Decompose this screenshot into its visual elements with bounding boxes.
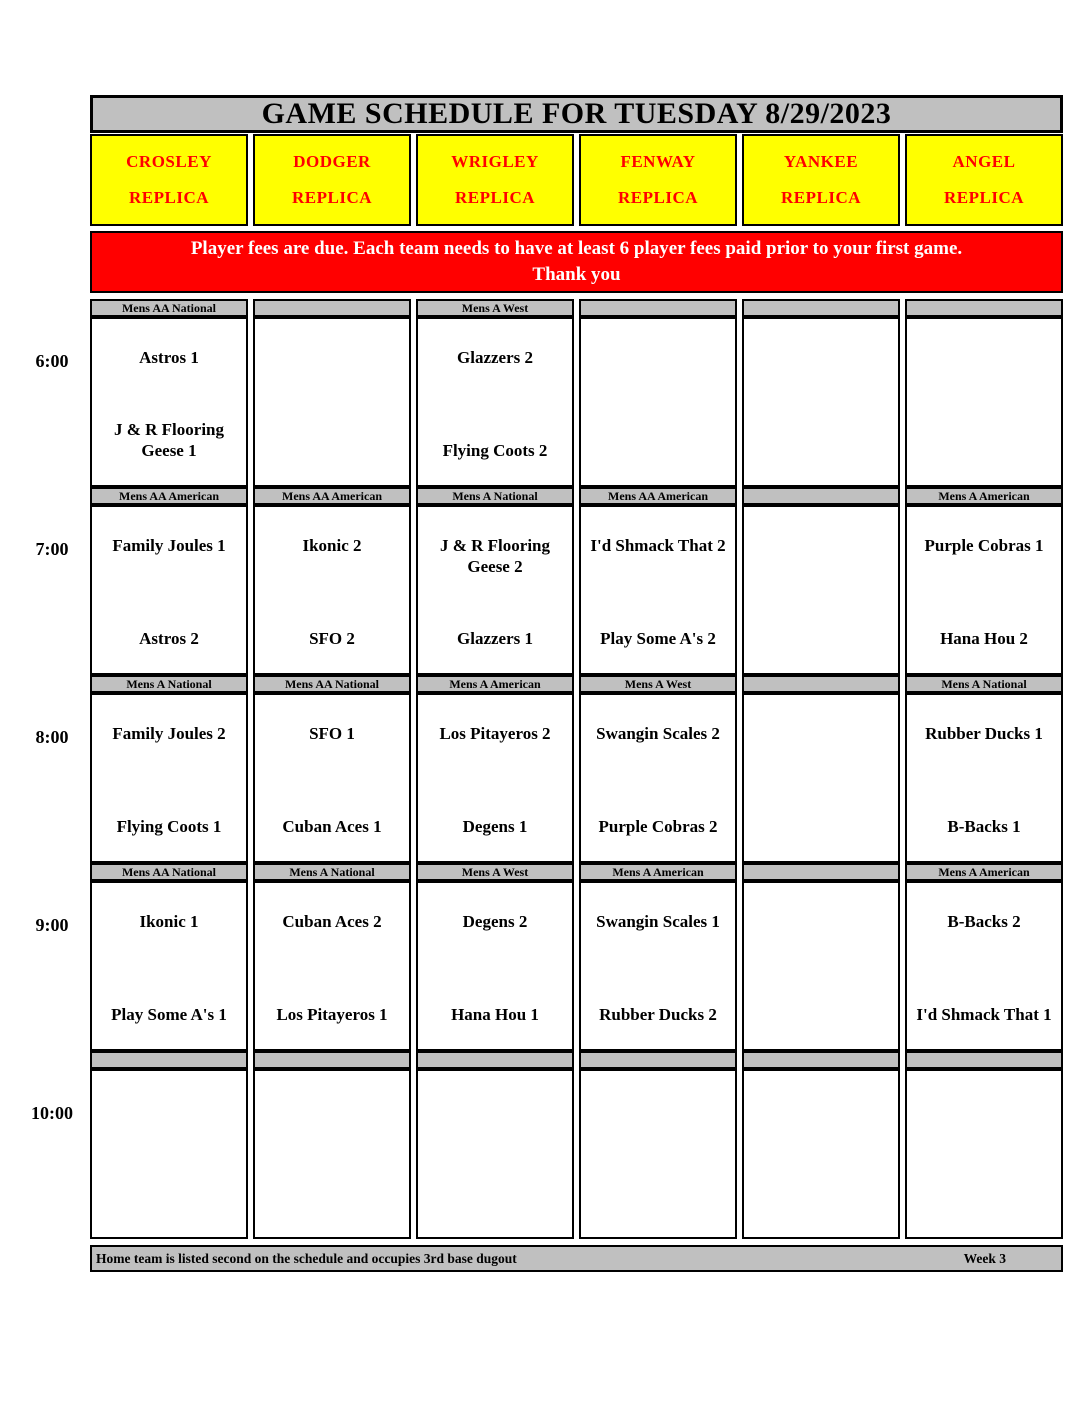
venue-name: YANKEE xyxy=(783,152,859,171)
venue-sub: REPLICA xyxy=(617,188,698,207)
division-cell: Mens A West xyxy=(416,299,574,317)
division-cell xyxy=(579,299,737,317)
home-team: Cuban Aces 1 xyxy=(282,816,382,836)
home-team-note: Home team is listed second on the schedule and occupies 3rd base dugout xyxy=(96,1250,517,1266)
games-row xyxy=(90,1069,1063,1239)
games-row xyxy=(90,317,1063,487)
division-cell: Mens AA National xyxy=(253,675,411,693)
game-cell xyxy=(253,505,411,675)
game-cell xyxy=(253,881,411,1051)
time-label: 9:00 xyxy=(35,915,69,935)
home-team: Los Pitayeros 1 xyxy=(276,1004,388,1024)
venue-name: ANGEL xyxy=(952,152,1016,171)
division-cell: Mens A National xyxy=(90,675,248,693)
game-cell xyxy=(90,1069,248,1239)
time-label: 7:00 xyxy=(35,539,69,559)
game-cell xyxy=(90,317,248,487)
division-row xyxy=(90,863,1063,881)
game-cell xyxy=(416,505,574,675)
division-cell: Mens A West xyxy=(416,863,574,881)
division-cell xyxy=(253,1051,411,1069)
division-cell xyxy=(905,1051,1063,1069)
game-cell xyxy=(579,317,737,487)
venue-name: CROSLEY xyxy=(126,152,212,171)
venue-sub: REPLICA xyxy=(291,188,372,207)
division-cell: Mens AA National xyxy=(90,299,248,317)
away-team: Ikonic 1 xyxy=(139,912,199,931)
away-team: B-Backs 2 xyxy=(947,912,1021,931)
game-cell xyxy=(905,1069,1063,1239)
game-cell xyxy=(90,881,248,1051)
division-row xyxy=(90,487,1063,505)
game-cell xyxy=(579,505,737,675)
game-cell xyxy=(579,693,737,863)
home-team: Hana Hou 2 xyxy=(940,628,1028,648)
game-cell xyxy=(253,693,411,863)
game-cell xyxy=(579,1069,737,1239)
banner-line2: Thank you xyxy=(532,264,621,285)
game-cell xyxy=(253,317,411,487)
game-cell xyxy=(416,1069,574,1239)
division-cell: Mens A American xyxy=(416,675,574,693)
home-team: B-Backs 1 xyxy=(947,816,1021,836)
venue-header-wrigley xyxy=(416,134,574,226)
away-team: Astros 1 xyxy=(139,348,199,367)
division-cell xyxy=(905,299,1063,317)
home-team: Flying Coots 1 xyxy=(116,816,222,836)
division-cell: Mens AA National xyxy=(90,863,248,881)
game-cell xyxy=(905,881,1063,1051)
home-team: Degens 1 xyxy=(462,816,528,836)
venue-name: DODGER xyxy=(293,152,371,171)
away-team: Swangin Scales 1 xyxy=(596,912,720,931)
division-row xyxy=(90,1051,1063,1069)
division-cell xyxy=(742,863,900,881)
game-cell xyxy=(90,505,248,675)
home-team: Play Some A's 2 xyxy=(600,628,716,648)
game-cell xyxy=(742,881,900,1051)
away-team: Los Pitayeros 2 xyxy=(439,724,551,743)
game-cell xyxy=(742,505,900,675)
away-team: Cuban Aces 2 xyxy=(282,912,382,931)
home-team: Purple Cobras 2 xyxy=(598,816,718,836)
game-cell xyxy=(253,1069,411,1239)
home-team: Glazzers 1 xyxy=(457,628,533,648)
time-label: 6:00 xyxy=(35,351,69,371)
game-cell xyxy=(416,881,574,1051)
time-slot-900 xyxy=(90,863,1063,1051)
away-team: Ikonic 2 xyxy=(302,536,362,555)
home-team: J & R Flooring Geese 1 xyxy=(113,419,225,460)
home-team: Flying Coots 2 xyxy=(442,440,548,460)
time-label: 8:00 xyxy=(35,727,69,747)
home-team: I'd Shmack That 1 xyxy=(916,1004,1052,1024)
division-row xyxy=(90,299,1063,317)
venue-sub: REPLICA xyxy=(128,188,209,207)
time-slot-600 xyxy=(90,299,1063,487)
division-cell xyxy=(742,675,900,693)
division-cell: Mens AA American xyxy=(579,487,737,505)
banner-line1: Player fees are due. Each team needs to have at least 6 player fees paid prior to your first game. xyxy=(190,238,963,260)
division-cell xyxy=(90,1051,248,1069)
schedule-sheet xyxy=(90,95,1063,1272)
away-team: Family Joules 2 xyxy=(112,724,226,743)
venue-header-yankee xyxy=(742,134,900,226)
venue-header-fenway xyxy=(579,134,737,226)
home-team: Hana Hou 1 xyxy=(451,1004,539,1024)
game-cell xyxy=(742,693,900,863)
venue-header-crosley xyxy=(90,134,248,226)
away-team: I'd Shmack That 2 xyxy=(590,536,726,555)
venue-sub: REPLICA xyxy=(454,188,535,207)
division-cell: Mens A National xyxy=(416,487,574,505)
week-number: Week 3 xyxy=(963,1250,1006,1266)
division-cell xyxy=(253,299,411,317)
home-team: Astros 2 xyxy=(139,628,199,648)
division-row xyxy=(90,675,1063,693)
time-slot-700 xyxy=(90,487,1063,675)
player-fees-banner xyxy=(90,231,1063,293)
home-team: SFO 2 xyxy=(309,628,355,648)
game-cell xyxy=(90,693,248,863)
game-cell xyxy=(579,881,737,1051)
footer-bar xyxy=(90,1245,1063,1272)
games-row xyxy=(90,881,1063,1051)
page-title: GAME SCHEDULE FOR TUESDAY 8/29/2023 xyxy=(90,95,1063,133)
away-team: Purple Cobras 1 xyxy=(924,536,1044,555)
venue-name: FENWAY xyxy=(620,152,696,171)
game-cell xyxy=(742,1069,900,1239)
division-cell xyxy=(742,1051,900,1069)
away-team: Degens 2 xyxy=(462,912,528,931)
division-cell xyxy=(742,487,900,505)
away-team: J & R Flooring Geese 2 xyxy=(439,536,551,577)
division-cell xyxy=(416,1051,574,1069)
game-cell xyxy=(416,317,574,487)
venue-header-angel xyxy=(905,134,1063,226)
venue-header-row xyxy=(90,134,1063,226)
venue-header-dodger xyxy=(253,134,411,226)
game-cell xyxy=(905,693,1063,863)
time-slot-800 xyxy=(90,675,1063,863)
game-cell xyxy=(416,693,574,863)
division-cell: Mens A American xyxy=(905,863,1063,881)
division-cell: Mens A National xyxy=(253,863,411,881)
time-slot-1000 xyxy=(90,1051,1063,1239)
division-cell: Mens AA American xyxy=(253,487,411,505)
game-cell xyxy=(905,317,1063,487)
time-label: 10:00 xyxy=(31,1103,73,1123)
venue-sub: REPLICA xyxy=(780,188,861,207)
away-team: Swangin Scales 2 xyxy=(596,724,720,743)
venue-sub: REPLICA xyxy=(943,188,1024,207)
game-cell xyxy=(742,317,900,487)
division-cell: Mens AA American xyxy=(90,487,248,505)
division-cell: Mens A West xyxy=(579,675,737,693)
away-team: SFO 1 xyxy=(309,724,355,743)
division-cell: Mens A American xyxy=(905,487,1063,505)
division-cell: Mens A National xyxy=(905,675,1063,693)
venue-name: WRIGLEY xyxy=(451,152,539,171)
home-team: Rubber Ducks 2 xyxy=(599,1004,717,1024)
away-team: Family Joules 1 xyxy=(112,536,226,555)
away-team: Rubber Ducks 1 xyxy=(925,724,1043,743)
games-row xyxy=(90,505,1063,675)
division-cell: Mens A American xyxy=(579,863,737,881)
away-team: Glazzers 2 xyxy=(457,348,533,367)
games-row xyxy=(90,693,1063,863)
division-cell xyxy=(579,1051,737,1069)
game-cell xyxy=(905,505,1063,675)
home-team: Play Some A's 1 xyxy=(111,1004,227,1024)
division-cell xyxy=(742,299,900,317)
